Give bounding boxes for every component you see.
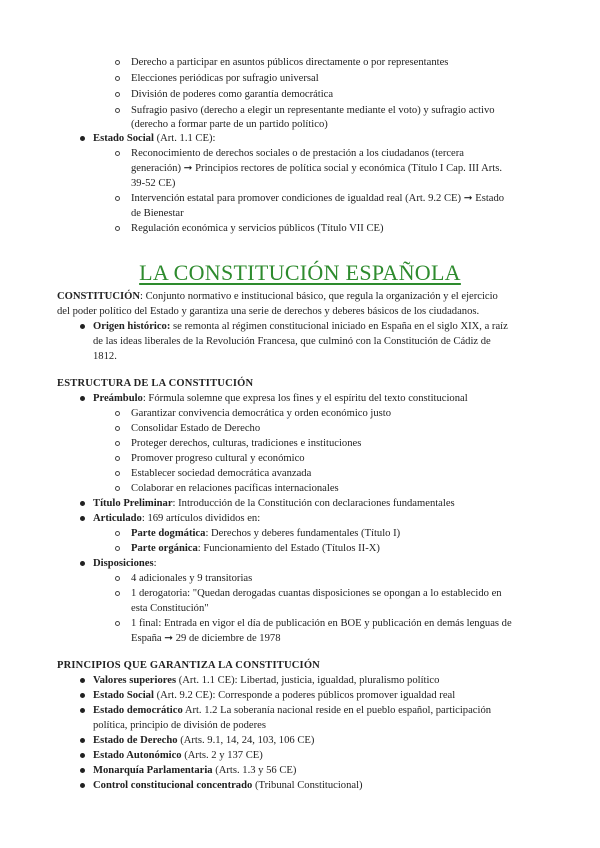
hollow-bullet-icon [115,76,120,81]
bullet-icon [80,768,85,773]
hollow-bullet-icon [115,576,120,581]
definition-paragraph: CONSTITUCIÓN: Conjunto normativo e institucional básico, que regula la organización y el ejercicio [57,291,498,302]
list-item: 4 adicionales y 9 transitorias [131,573,253,584]
hollow-bullet-icon [115,196,120,201]
bullet-icon [80,783,85,788]
list-item: Estado Social (Art. 1.1 CE): [93,133,216,144]
list-item: Elecciones periódicas por sufragio universal [131,73,319,84]
hollow-bullet-icon [115,441,120,446]
list-item: Establecer sociedad democrática avanzada [131,468,312,479]
hollow-bullet-icon [115,546,120,551]
hollow-bullet-icon [115,486,120,491]
bullet-icon [80,753,85,758]
bullet-icon [80,678,85,683]
list-item: Sufragio pasivo (derecho a elegir un representante mediante el voto) y sufragio activo [131,105,495,116]
list-item: Promover progreso cultural y económico [131,453,305,464]
hollow-bullet-icon [115,151,120,156]
list-item: 1 final: Entrada en vigor el día de publicación en BOE y publicación en demás lenguas de [131,618,512,629]
list-item-continuation: esta Constitución" [131,603,209,614]
list-item: Derecho a participar en asuntos públicos directamente o por representantes [131,57,449,68]
list-item-continuation: política, principio de división de poderes [93,720,266,731]
hollow-bullet-icon [115,411,120,416]
list-item: Reconocimiento de derechos sociales o de prestación a los ciudadanos (tercera [131,148,464,159]
list-item: Garantizar convivencia democrática y orden económico justo [131,408,392,419]
bullet-icon [80,324,85,329]
list-item: Estado de Derecho (Arts. 9.1, 14, 24, 103, 106 CE) [93,735,315,746]
bullet-icon [80,516,85,521]
bullet-icon [80,501,85,506]
hollow-bullet-icon [115,226,120,231]
list-item-continuation: de las ideas liberales de la Revolución Francesa, que culminó con la Constitución de Cádiz de [93,336,491,347]
hollow-bullet-icon [115,92,120,97]
list-item: Estado Social (Art. 9.2 CE): Corresponde a poderes públicos promover igualdad real [93,690,456,701]
list-item-continuation: 1812. [93,351,117,362]
list-item: Articulado: 169 artículos divididos en: [93,513,261,524]
hollow-bullet-icon [115,531,120,536]
section-heading: ESTRUCTURA DE LA CONSTITUCIÓN [57,378,254,389]
hollow-bullet-icon [115,471,120,476]
bullet-icon [80,561,85,566]
list-item: División de poderes como garantía democrática [131,89,334,100]
hollow-bullet-icon [115,456,120,461]
list-item: Estado Autonómico (Arts. 2 y 137 CE) [93,750,263,761]
list-item: Regulación económica y servicios públicos (Título VII CE) [131,223,384,234]
list-item: Parte dogmática: Derechos y deberes fundamentales (Título I) [131,528,401,539]
section-heading: PRINCIPIOS QUE GARANTIZA LA CONSTITUCIÓN [57,660,320,671]
list-item: Título Preliminar: Introducción de la Constitución con declaraciones fundamentales [93,498,455,509]
bullet-icon [80,396,85,401]
list-item: Intervención estatal para promover condiciones de igualdad real (Art. 9.2 CE) ➞ Estado [131,193,505,204]
list-item: Valores superiores (Art. 1.1 CE): Libertad, justicia, igualdad, pluralismo político [93,675,440,686]
hollow-bullet-icon [115,60,120,65]
list-item-continuation: de Bienestar [131,208,184,219]
list-item-continuation: 39-52 CE) [131,178,176,189]
bullet-icon [80,708,85,713]
list-item: Colaborar en relaciones pacíficas internacionales [131,483,339,494]
list-item: 1 derogatoria: "Quedan derogadas cuantas disposiciones se opongan a lo establecido en [131,588,502,599]
list-item-continuation: España ➞ 29 de diciembre de 1978 [131,633,281,644]
list-item: Preámbulo: Fórmula solemne que expresa los fines y el espíritu del texto constitucional [93,393,468,404]
page-title: LA CONSTITUCIÓN ESPAÑOLA [139,260,461,285]
bullet-icon [80,738,85,743]
bullet-icon [80,136,85,141]
hollow-bullet-icon [115,621,120,626]
list-item: Control constitucional concentrado (Tribunal Constitucional) [93,780,363,791]
bullet-icon [80,693,85,698]
list-item-continuation: generación) ➞ Principios rectores de política social y económica (Título I Cap. III Arts. [131,163,503,174]
hollow-bullet-icon [115,591,120,596]
list-item: Origen histórico: se remonta al régimen constitucional iniciado en España en el siglo XIX, a raíz [93,321,508,332]
hollow-bullet-icon [115,108,120,113]
list-item: Consolidar Estado de Derecho [131,423,261,434]
list-item: Disposiciones: [93,558,157,569]
list-item: Proteger derechos, culturas, tradiciones e instituciones [131,438,362,449]
hollow-bullet-icon [115,426,120,431]
list-item-continuation: (derecho a formar parte de un partido político) [131,119,328,130]
definition-continuation: del poder político del Estado y garantiza una serie de derechos y deberes básicos de los ciudadanos. [57,306,480,317]
list-item: Monarquía Parlamentaria (Arts. 1.3 y 56 CE) [93,765,297,776]
list-item: Estado democrático Art. 1.2 La soberanía nacional reside en el pueblo español, participación [93,705,492,716]
list-item: Parte orgánica: Funcionamiento del Estado (Títulos II-X) [131,543,380,554]
